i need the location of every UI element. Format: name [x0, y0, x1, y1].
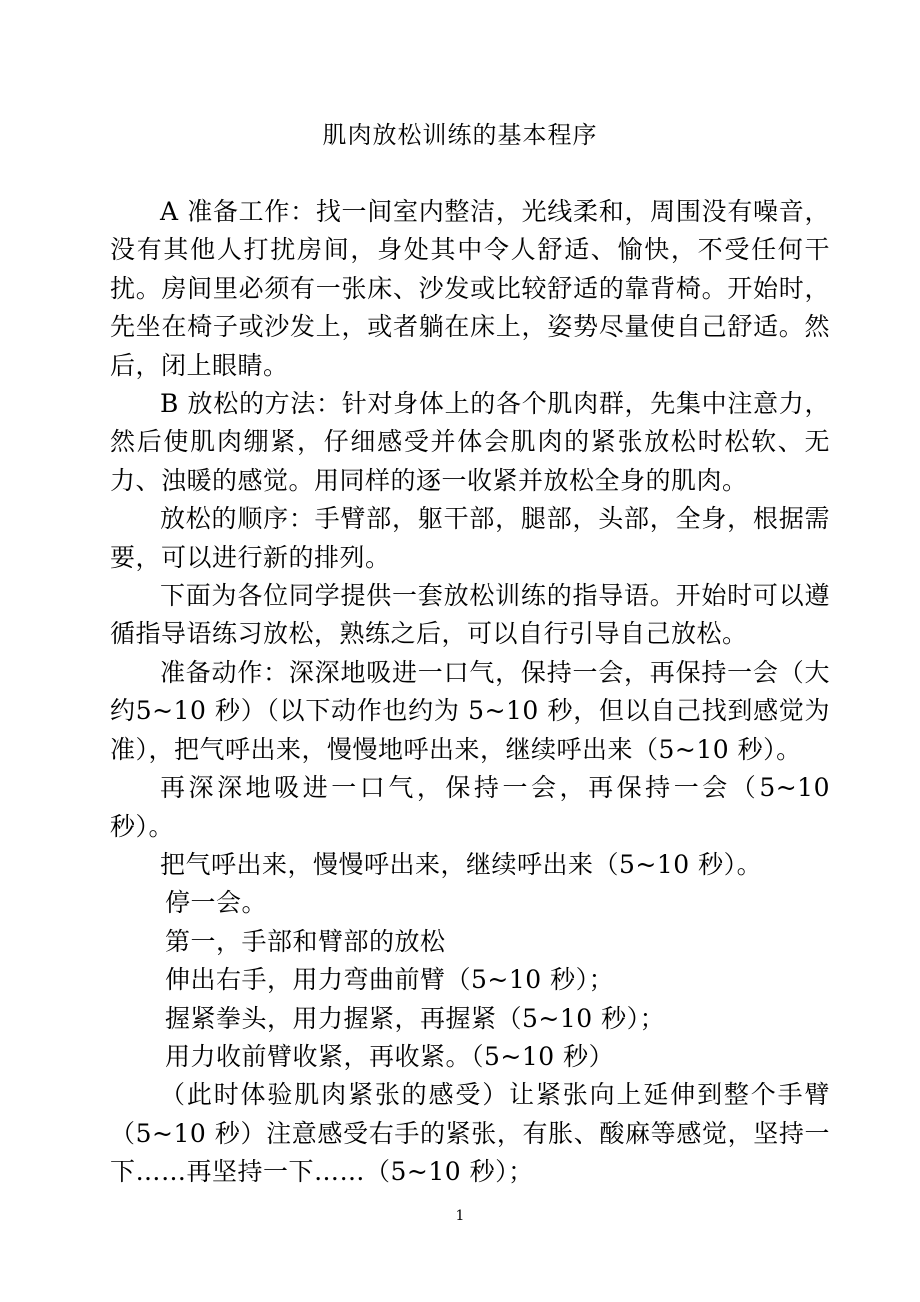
document-title: 肌肉放松训练的基本程序	[322, 121, 598, 149]
paragraph-relax-method: B 放松的方法：针对身体上的各个肌肉群，先集中注意力，然后使肌肉绷紧，仔细感受并体会肌肉的紧张放松时松软、无力、浊暖的感觉。用同样的逐一收紧并放松全身的肌肉。	[110, 389, 830, 495]
paragraph-guide-intro: 下面为各位同学提供一套放松训练的指导语。开始时可以遵循指导语练习放松，熟练之后，可以自行引导自己放松。	[110, 581, 830, 649]
document-body	[110, 193, 830, 1192]
paragraph-extend-hand: 伸出右手，用力弯曲前臂（5~10 秒）；	[165, 965, 615, 995]
paragraph-fist: 握紧拳头，用力握紧，再握紧（5~10 秒）；	[165, 1003, 666, 1033]
paragraph-forearm: 用力收前臂收紧，再收紧。（5~10 秒）	[165, 1041, 615, 1071]
paragraph-pause: 停一会。	[165, 888, 268, 918]
paragraph-exhale: 把气呼出来，慢慢呼出来，继续呼出来（5~10 秒）。	[160, 849, 763, 879]
page-number: 1	[455, 1208, 465, 1224]
paragraph-prep-action: 准备动作：深深地吸进一口气，保持一会，再保持一会（大约5~10 秒）（以下动作也约为 5~10 秒，但以自己找到感觉为准），把气呼出来，慢慢地呼出来，继续呼出来（5~10 秒）。	[110, 657, 830, 764]
section-heading-hand-arm: 第一，手部和臂部的放松	[165, 926, 446, 956]
paragraph-preparation: A 准备工作：找一间室内整洁，光线柔和，周围没有噪音，没有其他人打扰房间，身处其中令人舒适、愉快，不受任何干扰。房间里必须有一张床、沙发或比较舒适的靠背椅。开始时，先坐在椅子或沙发上，或者躺在床上，姿势尽量使自己舒适。然后，闭上眼睛。	[110, 197, 830, 380]
paragraph-inhale-again: 再深深地吸进一口气，保持一会，再保持一会（5~10 秒）。	[110, 773, 830, 841]
paragraph-tension-feel: （此时体验肌肉紧张的感受）让紧张向上延伸到整个手臂（5~10 秒）注意感受右手的紧张，有胀、酸麻等感觉，坚持一下……再坚持一下……（5~10 秒）；	[110, 1080, 830, 1187]
paragraph-relax-order: 放松的顺序：手臂部，躯干部，腿部，头部，全身，根据需要，可以进行新的排列。	[110, 504, 830, 572]
